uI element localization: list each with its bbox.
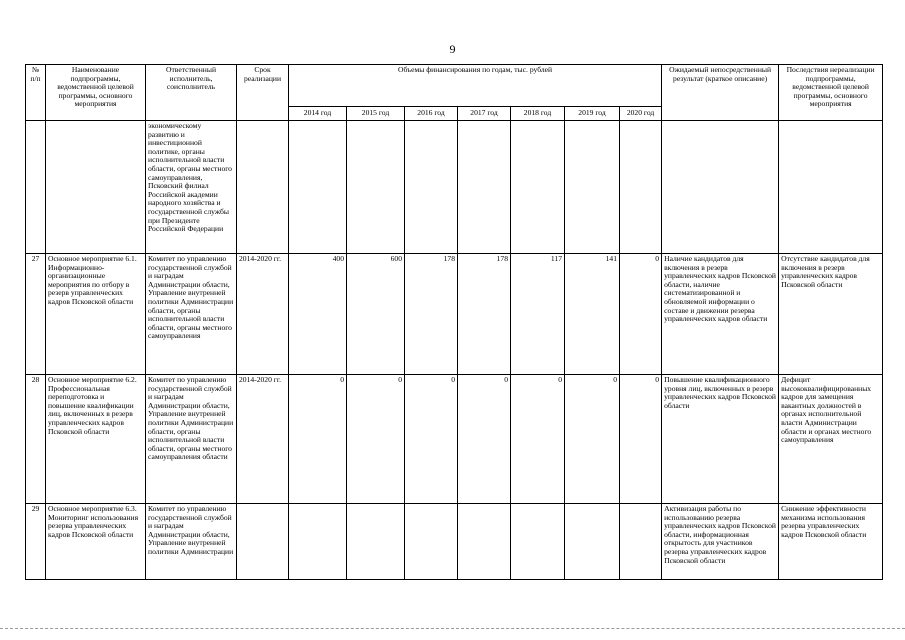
row-value xyxy=(511,121,565,254)
row-term: 2014-2020 гг. xyxy=(237,375,289,504)
row-name: Основное мероприятие 6.1. Информационно-организационные мероприятия по отбору в резерв управленческих кадров Псковской области xyxy=(46,254,146,375)
row-value xyxy=(405,504,458,580)
table-row xyxy=(26,121,883,254)
page-number: 9 xyxy=(449,42,456,56)
row-value xyxy=(620,504,662,580)
header-name: Наименование подпрограммы, ведомственной целевой программы, основного мероприятия xyxy=(46,65,146,121)
header-year: 2016 год xyxy=(405,107,458,121)
header-year: 2020 год xyxy=(620,107,662,121)
row-expected: Повышение квалификационного уровня лиц, включенных в резерв управленческих кадров Псковской области xyxy=(662,375,779,504)
table-row xyxy=(26,254,883,375)
header-num: № п/п xyxy=(26,65,46,121)
row-term xyxy=(237,504,289,580)
row-value: 0 xyxy=(565,375,620,504)
row-value: 0 xyxy=(458,375,511,504)
row-value xyxy=(458,121,511,254)
row-term xyxy=(237,121,289,254)
row-expected xyxy=(662,121,779,254)
table-row xyxy=(26,375,883,504)
row-value: 0 xyxy=(347,375,405,504)
scan-edge-line xyxy=(0,628,905,630)
row-term: 2014-2020 гг. xyxy=(237,254,289,375)
row-num: 29 xyxy=(26,504,46,580)
financing-table xyxy=(25,64,883,580)
row-value xyxy=(347,504,405,580)
row-name xyxy=(46,121,146,254)
row-value: 117 xyxy=(511,254,565,375)
row-value xyxy=(565,121,620,254)
row-value xyxy=(620,121,662,254)
header-financing: Объемы финансирования по годам, тыс. рублей xyxy=(289,65,662,107)
header-executor: Ответственный исполнитель, соисполнитель xyxy=(146,65,237,121)
row-value: 400 xyxy=(289,254,347,375)
row-executor: Комитет по управлению государственной службой и наградам Администрации области, Управление внутренней политики Администрации xyxy=(146,504,237,580)
row-expected: Наличие кандидатов для включения в резерв управленческих кадров Псковской области, наличие систематизированной и обновляемой информации о составе и движении резерва управленческих кадров области xyxy=(662,254,779,375)
row-value: 141 xyxy=(565,254,620,375)
row-consequences: Отсутствие кандидатов для включения в резерв управленческих кадров Псковской области xyxy=(779,254,883,375)
row-value xyxy=(289,504,347,580)
row-num: 27 xyxy=(26,254,46,375)
header-expected: Ожидаемый непосредственный результат (краткое описание) xyxy=(662,65,779,121)
header-consequences: Последствия нереализации подпрограммы, ведомственной целевой программы, основного мероприятия xyxy=(779,65,883,121)
row-value xyxy=(511,504,565,580)
row-consequences: Снижение эффективности механизма использования резерва управленческих кадров Псковской области xyxy=(779,504,883,580)
row-value xyxy=(458,504,511,580)
row-value xyxy=(347,121,405,254)
header-year: 2014 год xyxy=(289,107,347,121)
row-name: Основное мероприятие 6.3. Мониторинг использования резерва управленческих кадров Псковской области xyxy=(46,504,146,580)
row-value xyxy=(289,121,347,254)
row-value: 0 xyxy=(620,254,662,375)
row-value xyxy=(565,504,620,580)
row-name: Основное мероприятие 6.2. Профессиональная переподготовка и повышение квалификации лиц, включенных в резерв управленческих кадров Псковской области xyxy=(46,375,146,504)
header-year: 2018 год xyxy=(511,107,565,121)
row-executor: Комитет по управлению государственной службой и наградам Администрации области, Управление внутренней политики Администрации области, органы исполнительной власти области, органы местного самоуправления xyxy=(146,254,237,375)
row-executor: Комитет по управлению государственной службой и наградам Администрации области, Управление внутренней политики Администрации области, органы исполнительной власти области, органы местного самоуправления области xyxy=(146,375,237,504)
row-value: 600 xyxy=(347,254,405,375)
row-num: 28 xyxy=(26,375,46,504)
header-term: Срок реализации xyxy=(237,65,289,121)
row-value: 0 xyxy=(620,375,662,504)
row-consequences: Дефицит высококвалифицированных кадров для замещения вакантных должностей в органах исполнительной власти Администрации области и органах местного самоуправления xyxy=(779,375,883,504)
row-value: 0 xyxy=(289,375,347,504)
header-year: 2015 год xyxy=(347,107,405,121)
row-consequences xyxy=(779,121,883,254)
row-value: 0 xyxy=(405,375,458,504)
row-expected: Активизация работы по использованию резерва управленческих кадров Псковской области, информационная открытость для участников резерва управленческих кадров Псковской области xyxy=(662,504,779,580)
table-row xyxy=(26,504,883,580)
row-executor: экономическому развитию и инвестиционной политике, органы исполнительной власти области, органы местного самоуправления, Псковский филиал Российской академии народного хозяйства и государственной службы при Президенте Российской Федерации xyxy=(146,121,237,254)
row-value xyxy=(405,121,458,254)
row-value: 0 xyxy=(511,375,565,504)
header-year: 2017 год xyxy=(458,107,511,121)
row-value: 178 xyxy=(405,254,458,375)
row-num xyxy=(26,121,46,254)
header-year: 2019 год xyxy=(565,107,620,121)
row-value: 178 xyxy=(458,254,511,375)
